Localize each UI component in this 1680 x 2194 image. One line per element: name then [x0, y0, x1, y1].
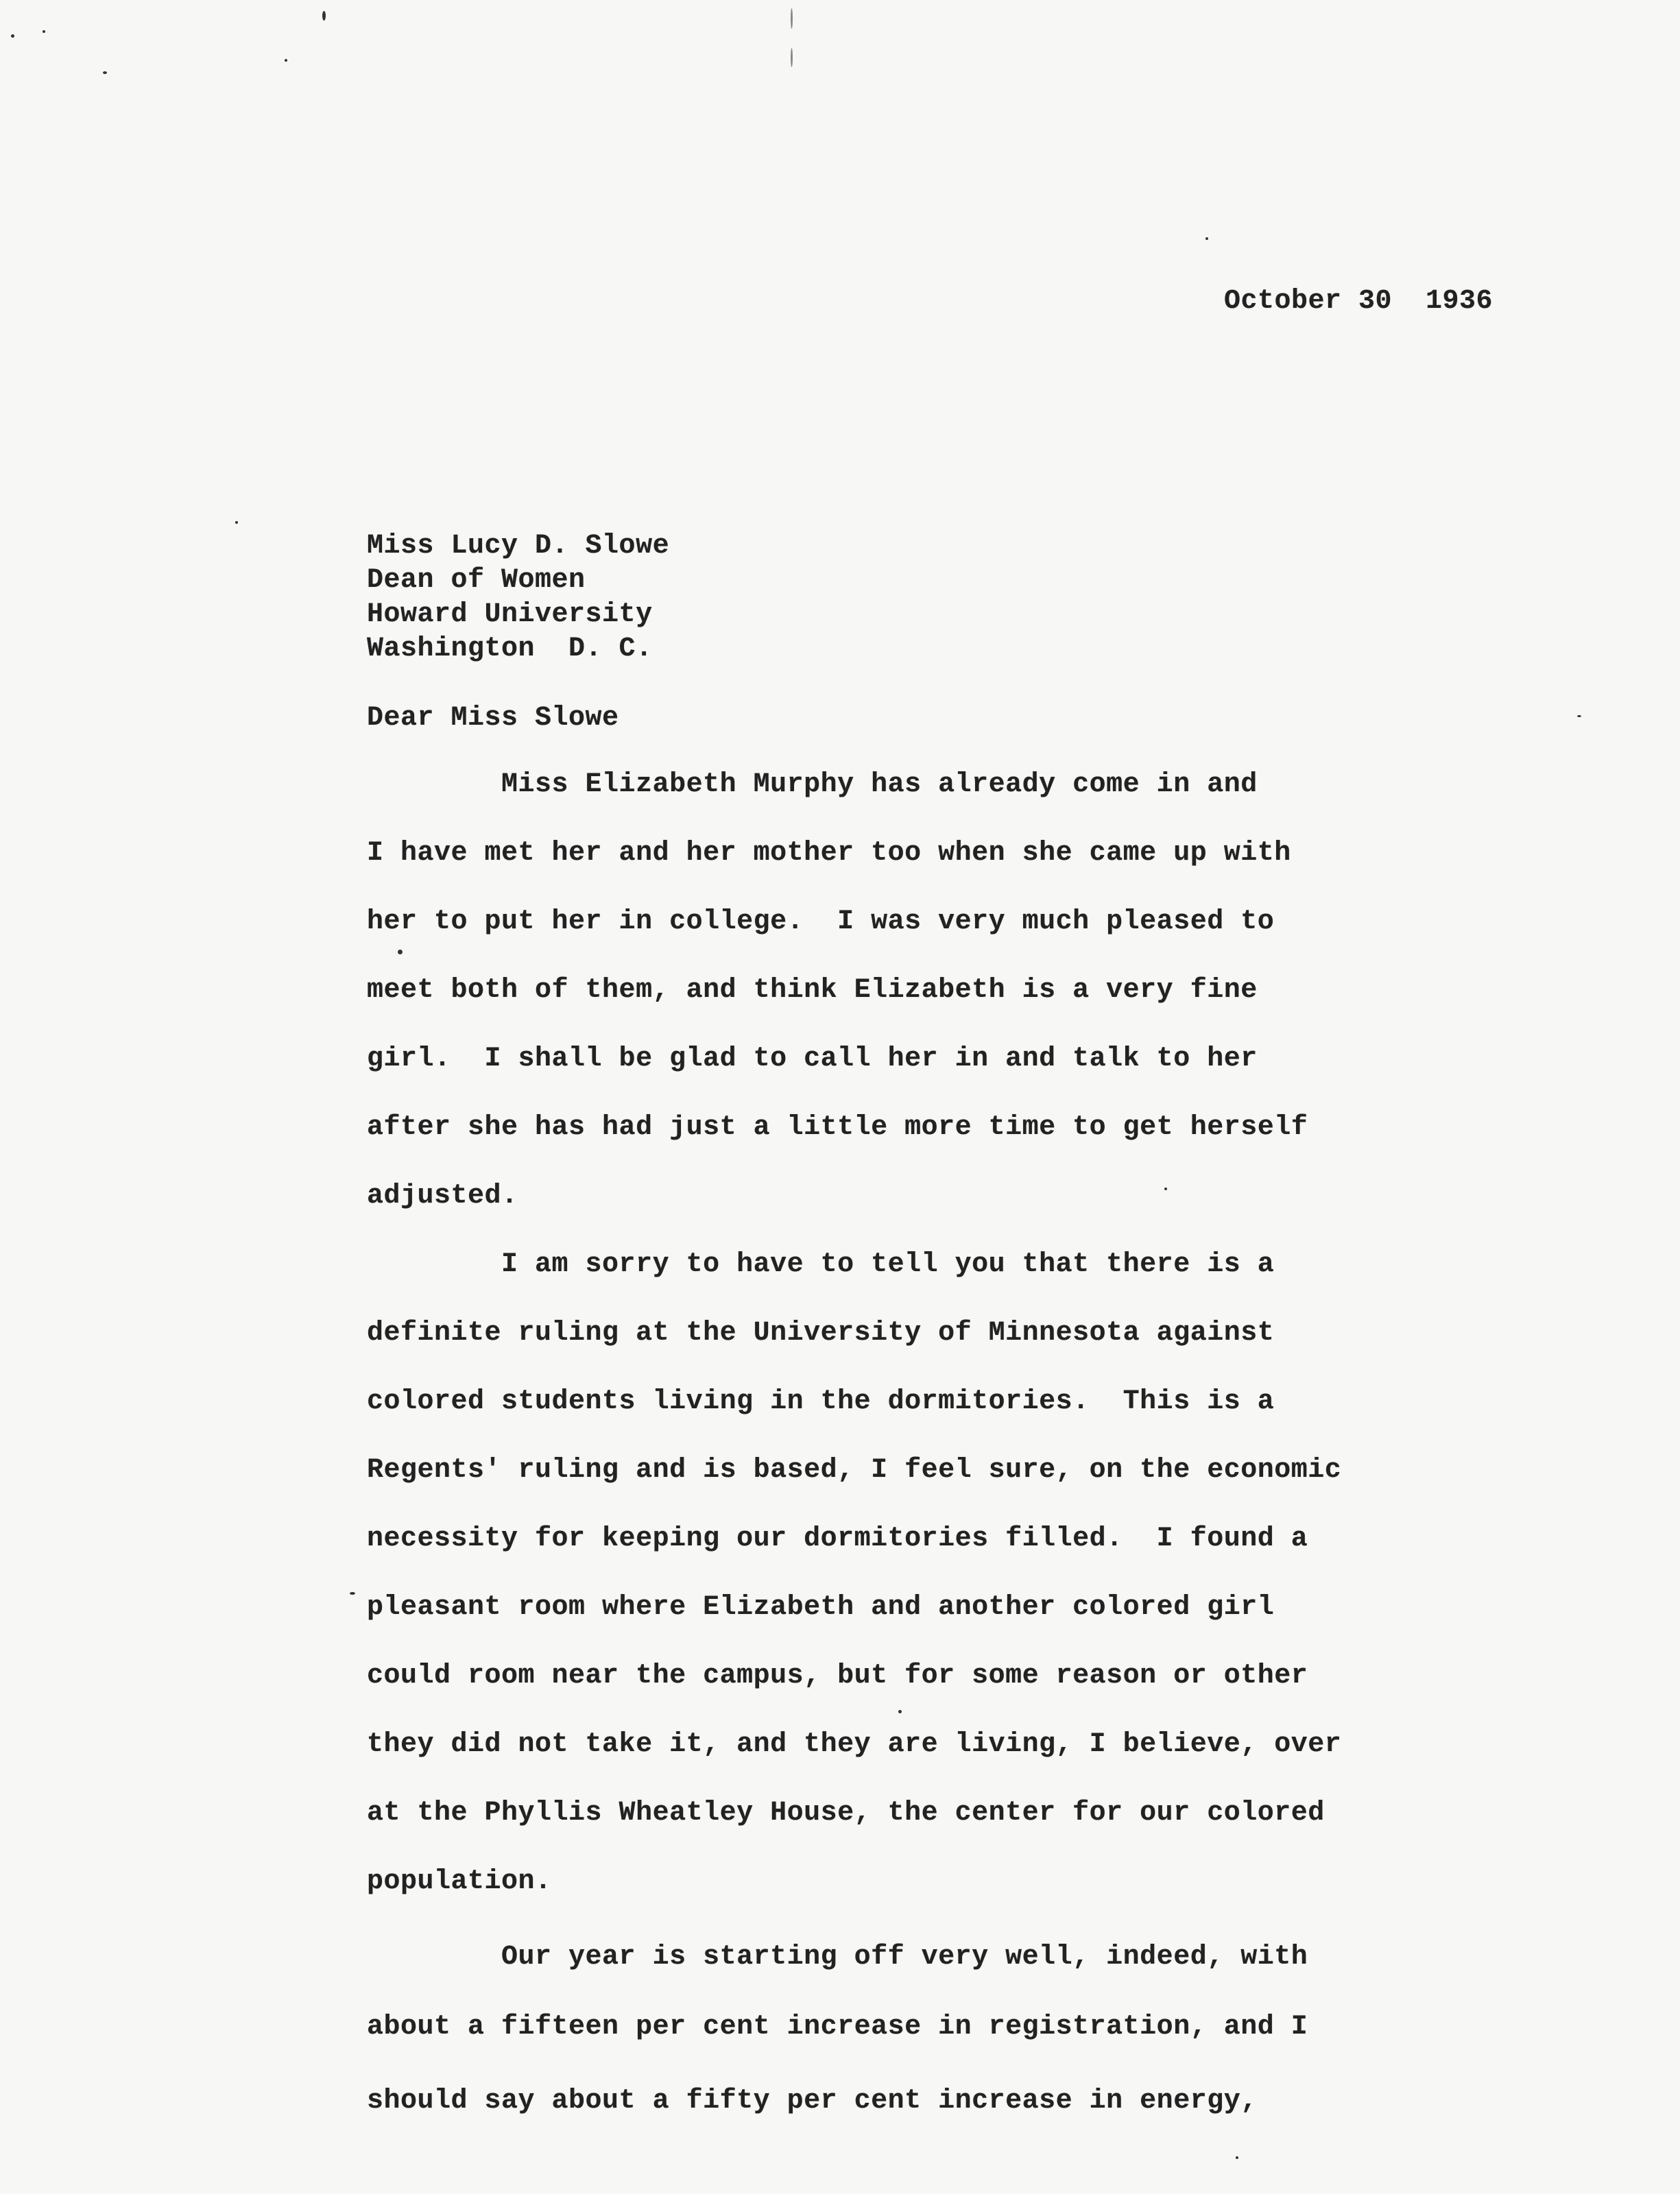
body-line: population. [367, 1866, 552, 1897]
body-line: at the Phyllis Wheatley House, the center for our colored [367, 1798, 1325, 1829]
body-line: definite ruling at the University of Minnesota against [367, 1318, 1275, 1349]
body-line: adjusted. [367, 1181, 518, 1211]
body-line: Regents' ruling and is based, I feel sure, on the economic [367, 1455, 1342, 1486]
scan-speck [103, 71, 107, 74]
body-line: Our year is starting off very well, indeed, with [367, 1942, 1308, 1973]
body-line: colored students living in the dormitories. This is a [367, 1386, 1275, 1417]
body-line: about a fifteen per cent increase in registration, and I [367, 2012, 1308, 2042]
scan-speck [235, 521, 238, 524]
letter-date: October 30 1936 [1224, 286, 1493, 317]
body-line: pleasant room where Elizabeth and another colored girl [367, 1592, 1275, 1623]
recipient-city: Washington D. C. [367, 634, 653, 664]
scan-speck [1577, 715, 1581, 717]
body-line: Miss Elizabeth Murphy has already come in and [367, 769, 1258, 800]
scan-speck [43, 30, 45, 33]
body-line: girl. I shall be glad to call her in and talk to her [367, 1044, 1258, 1074]
scan-speck [322, 11, 326, 21]
scan-speck [1164, 1188, 1167, 1190]
scan-speck [398, 950, 403, 954]
body-line: meet both of them, and think Elizabeth is a very fine [367, 975, 1258, 1006]
scan-speck [1236, 2156, 1238, 2159]
scan-speck [285, 59, 287, 62]
recipient-name: Miss Lucy D. Slowe [367, 531, 670, 562]
body-line: her to put her in college. I was very much pleased to [367, 906, 1275, 937]
recipient-title: Dean of Women [367, 565, 586, 596]
scan-speck [791, 48, 793, 67]
body-line: I have met her and her mother too when she came up with [367, 838, 1291, 869]
recipient-institution: Howard University [367, 599, 653, 630]
body-line: could room near the campus, but for some reason or other [367, 1661, 1308, 1691]
scan-speck [898, 1710, 902, 1713]
body-line: I am sorry to have to tell you that there is a [367, 1249, 1275, 1280]
body-line: they did not take it, and they are living, I believe, over [367, 1729, 1342, 1760]
body-line: necessity for keeping our dormitories filled. I found a [367, 1523, 1308, 1554]
salutation: Dear Miss Slowe [367, 703, 619, 734]
scan-speck [791, 8, 793, 29]
scan-speck [350, 1592, 355, 1595]
body-line: should say about a fifty per cent increase in energy, [367, 2086, 1258, 2117]
body-line: after she has had just a little more time to get herself [367, 1112, 1308, 1143]
scan-speck [1205, 237, 1208, 240]
scan-speck [11, 34, 14, 38]
